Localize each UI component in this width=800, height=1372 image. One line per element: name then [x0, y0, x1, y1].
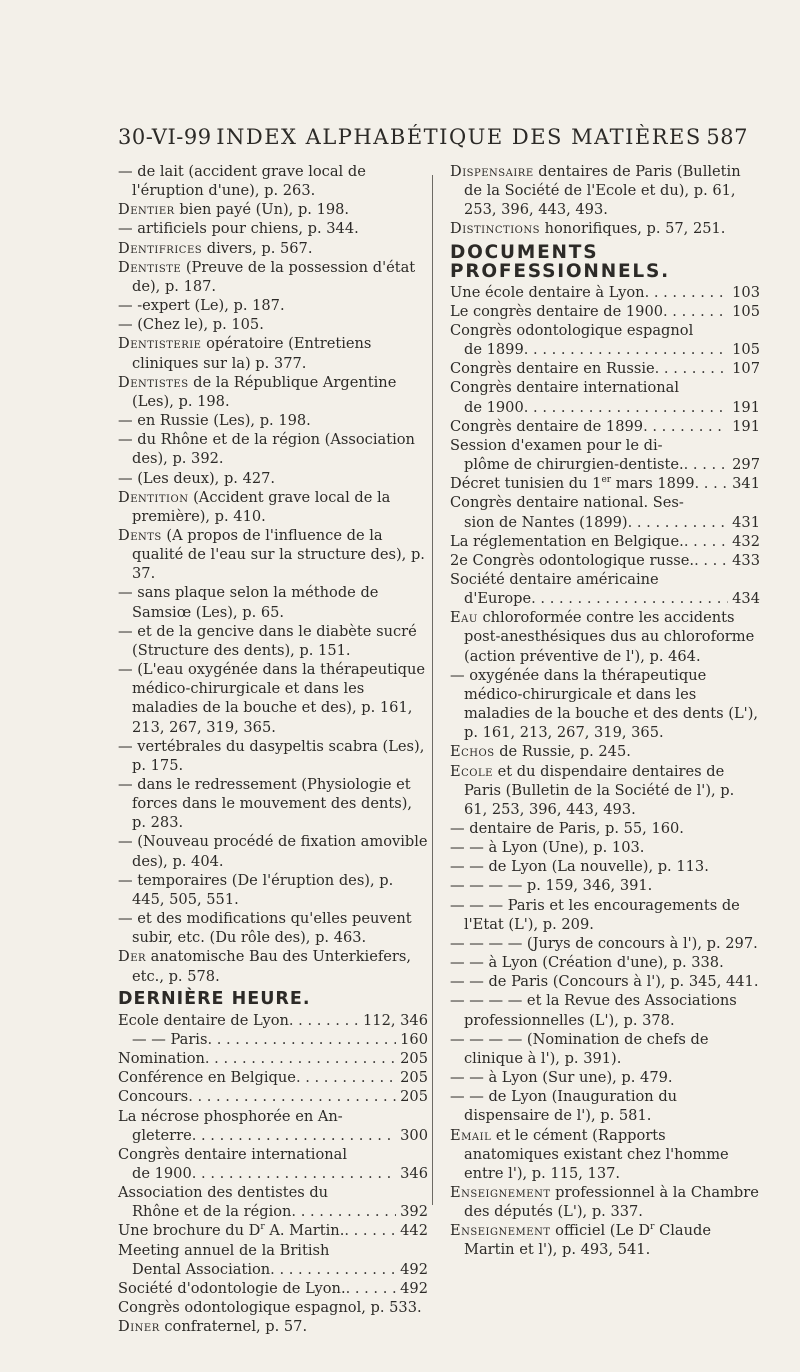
entry-head: Distinctions [450, 220, 540, 238]
entry-head: Echos [450, 743, 495, 761]
toc-row [118, 1202, 428, 1221]
page-number: 587 [706, 125, 748, 149]
left-column [118, 162, 428, 1336]
entry-text: anatomische Bau des Unterkiefers, etc., p. 578. [132, 948, 411, 985]
index-entry [450, 762, 760, 819]
index-entry: — — — Paris et les encouragements de l'Etat (L'), p. 209. [450, 896, 740, 933]
toc-text: Congrès dentaire national. Ses- [450, 494, 684, 512]
toc-row [450, 340, 760, 359]
toc-page: 107 [732, 360, 760, 378]
toc-page: 191 [732, 417, 760, 435]
leader-dots [207, 1030, 396, 1049]
leader-dots [684, 532, 728, 551]
toc-page: 492 [400, 1279, 428, 1297]
entry-text: bien payé (Un), p. 198. [174, 201, 350, 219]
superscript: r [650, 1222, 655, 1233]
toc-row [118, 1087, 428, 1106]
toc-page: 442 [400, 1222, 428, 1240]
entry-text: Claude Martin et l'), p. 493, 541. [464, 1222, 711, 1259]
toc-page: 297 [732, 456, 760, 474]
index-entry [118, 488, 428, 526]
toc-page: 205 [400, 1088, 428, 1106]
index-entry [450, 1221, 760, 1259]
index-entry: — dans le redressement (Physiologie et forces dans le mouvement des dents), p. 283. [118, 776, 413, 832]
entry-head: Dentier [118, 201, 175, 219]
toc-text [118, 1221, 344, 1240]
entry-head: Enseignement [450, 1183, 551, 1201]
toc-text: plôme de chirurgien-dentiste. [464, 456, 684, 474]
toc-row [118, 1260, 428, 1279]
entry-head: Dentisterie [118, 335, 202, 353]
toc-text: — — Paris [132, 1030, 208, 1048]
index-entry [118, 1317, 428, 1336]
toc-page: 160 [400, 1030, 428, 1048]
entry-text: honorifiques, p. 57, 251. [539, 220, 726, 238]
entry-head: Dentistes [118, 373, 189, 391]
leader-dots [192, 1164, 396, 1183]
toc-text: Dental Association [132, 1260, 271, 1278]
leader-dots [289, 1011, 359, 1030]
toc-text: Concours [118, 1088, 189, 1106]
index-entry: — (Les deux), p. 427. [118, 469, 276, 487]
right-column [450, 162, 760, 1260]
entry-head: Ecole [450, 762, 493, 780]
index-entry: — et de la gencive dans le diabète sucré (Structure des dents), p. 151. [118, 622, 417, 659]
leader-dots [531, 589, 728, 608]
toc-page: 434 [732, 590, 760, 608]
index-entry: — — à Lyon (Sur une), p. 479. [450, 1069, 673, 1087]
leader-dots [695, 474, 729, 493]
toc-page: 103 [732, 283, 760, 301]
toc-row [450, 513, 760, 532]
index-entry: — — de Lyon (Inauguration du dispensaire de l'), p. 581. [450, 1088, 678, 1125]
index-entry: — et des modifications qu'elles peuvent subir, etc. (Du rôle des), p. 463. [118, 910, 412, 947]
index-entry: — — — — (Jurys de concours à l'), p. 297. [450, 934, 758, 952]
entry-text: professionnel à la Chambre des députés (L'), p. 337. [464, 1183, 759, 1221]
leader-dots [524, 398, 728, 417]
toc-text: Société d'odontologie de Lyon. [118, 1279, 346, 1297]
toc-page: 431 [732, 513, 760, 531]
index-entry: — -expert (Le), p. 187. [118, 297, 285, 315]
toc-page: 300 [400, 1126, 428, 1144]
index-entry: — de lait (accident grave local de l'éruption d'une), p. 263. [118, 163, 366, 200]
index-entry [118, 258, 428, 296]
leader-dots [296, 1068, 396, 1087]
leader-dots [344, 1221, 396, 1240]
toc-text: 2e Congrès odontologique russe. [450, 551, 695, 569]
toc-row [450, 532, 760, 551]
index-entry: — du Rhône et de la région (Association des), p. 392. [118, 431, 415, 468]
index-entry [118, 200, 428, 219]
header-title: INDEX ALPHABÉTIQUE DES MATIÈRES [216, 125, 702, 149]
page-header [118, 125, 748, 149]
leader-dots [645, 283, 729, 302]
entry-text: divers, p. 567. [202, 239, 313, 257]
toc-text: Conférence en Belgique [118, 1069, 296, 1087]
toc-text: Congrès dentaire international [118, 1145, 348, 1163]
leader-dots [291, 1202, 396, 1221]
entry-text: (Accident grave local de la première), p. 410. [132, 488, 391, 525]
entry-head: Eau [450, 609, 478, 627]
toc-text: Meeting annuel de la British [118, 1241, 330, 1259]
toc-page: 392 [400, 1203, 428, 1221]
toc-page: 492 [400, 1260, 428, 1278]
entry-head: Enseignement [450, 1222, 551, 1240]
entry-head: Diner [118, 1318, 160, 1336]
index-entry: — oxygénée dans la thérapeutique médico-chirurgicale et dans les maladies de la bouche et des dents (L'), p. 161, 213, 267, 319, 365. [450, 666, 759, 742]
leader-dots [346, 1279, 397, 1298]
index-entry [450, 162, 760, 219]
toc-text: Le congrès dentaire de 1900 [450, 302, 664, 320]
leader-dots [192, 1126, 396, 1145]
index-entry [118, 947, 428, 985]
entry-head: Dispensaire [450, 163, 534, 180]
toc-text-part: Décret tunisien du 1 [450, 475, 602, 493]
leader-dots [684, 455, 729, 474]
toc-row [450, 455, 760, 474]
leader-dots [663, 302, 728, 321]
toc-page: 105 [732, 302, 760, 320]
entry-text: opératoire (Entretiens cliniques sur la) p. 377. [132, 335, 372, 372]
toc-row [450, 359, 760, 378]
entry-text: confraternel, p. 57. [159, 1318, 308, 1336]
toc-text [450, 474, 695, 493]
entry-head: Der [118, 948, 147, 966]
leader-dots [628, 513, 729, 532]
index-entry: — — de Paris (Concours à l'), p. 345, 441. [450, 973, 759, 991]
toc-row [450, 589, 760, 608]
toc-row [118, 1221, 428, 1240]
toc-text: de 1899 [464, 341, 524, 359]
index-entry: — (L'eau oxygénée dans la thérapeutique médico-chirurgicale et dans les maladies de la bouche et des), p. 161, 213, 267, 319, 365. [118, 661, 425, 736]
leader-dots [524, 340, 728, 359]
toc-page: 346 [400, 1164, 428, 1182]
index-entry: Congrès odontologique espagnol, p. 533. [118, 1299, 422, 1317]
toc-text-part: Une brochure du D [118, 1222, 261, 1240]
entry-text: (Preuve de la possession d'état de), p. 187. [132, 258, 416, 295]
section-heading: DERNIÈRE HEURE. [118, 988, 311, 1009]
entry-head: Email [450, 1126, 492, 1144]
index-entry: — en Russie (Les), p. 198. [118, 412, 311, 430]
toc-page: 105 [732, 341, 760, 359]
toc-page: 205 [400, 1069, 428, 1087]
index-entry [450, 742, 760, 761]
leader-dots [188, 1087, 396, 1106]
toc-row [450, 551, 760, 570]
index-entry: — — — — (Nomination de chefs de clinique à l'), p. 391). [450, 1030, 709, 1067]
leader-dots [694, 551, 728, 570]
entry-head: Dentifrices [118, 239, 203, 257]
index-entry: — (Chez le), p. 105. [118, 316, 264, 334]
index-entry [450, 608, 760, 665]
toc-text: La réglementation en Belgique. [450, 532, 684, 550]
leader-dots [205, 1049, 396, 1068]
leader-dots [643, 417, 728, 436]
toc-row [118, 1049, 428, 1068]
index-entry [450, 219, 760, 238]
index-entry: — vertébrales du dasypeltis scabra (Les), p. 175. [118, 737, 425, 774]
index-entry [118, 239, 428, 258]
index-entry [118, 373, 428, 411]
entry-text: officiel (Le D [550, 1222, 651, 1240]
header-date: 30-VI-99 [118, 125, 212, 149]
toc-page: 433 [732, 551, 760, 569]
toc-text: sion de Nantes (1899) [464, 513, 628, 531]
entry-text: et du dispendaire dentaires de Paris (Bulletin de la Société de l'), p. 61, 253, 396, 443, 493. [464, 762, 735, 818]
toc-text: de 1900 [464, 398, 524, 416]
toc-page: 112, 346 [363, 1011, 428, 1029]
index-entry: — — de Lyon (La nouvelle), p. 113. [450, 858, 709, 876]
entry-text: chloroformée contre les accidents post-anesthésiques dus au chloroforme (action préventive de l'), p. 464. [464, 609, 755, 665]
entry-text: (A propos de l'influence de la qualité de l'eau sur la structure des), p. 37. [132, 526, 425, 583]
leader-dots [270, 1260, 396, 1279]
entry-text: de Russie, p. 245. [494, 743, 631, 761]
toc-text: Congrès dentaire international [450, 379, 680, 397]
toc-text: de 1900 [132, 1164, 192, 1182]
index-entry: — — — — et la Revue des Associations professionnelles (L'), p. 378. [450, 992, 737, 1029]
leader-dots [655, 359, 729, 378]
toc-row [118, 1126, 428, 1145]
index-entry: — — à Lyon (Création d'une), p. 338. [450, 954, 724, 972]
toc-text: Une école dentaire à Lyon [450, 283, 645, 301]
toc-text-part: mars 1899 [611, 475, 695, 493]
toc-page: 205 [400, 1050, 428, 1068]
toc-row [450, 302, 760, 321]
toc-row [450, 283, 760, 302]
toc-page: 432 [732, 532, 760, 550]
superscript: er [601, 475, 612, 486]
toc-page: 341 [732, 475, 760, 493]
index-entry: — temporaires (De l'éruption des), p. 445, 505, 551. [118, 871, 394, 908]
index-entry: — — à Lyon (Une), p. 103. [450, 839, 645, 857]
toc-text: Société dentaire américaine [450, 570, 659, 588]
toc-text: Association des dentistes du [118, 1184, 329, 1202]
index-entry: — artificiels pour chiens, p. 344. [118, 220, 359, 238]
toc-text-part: A. Martin. [264, 1222, 345, 1240]
index-entry: — sans plaque selon la méthode de Samsiœ (Les), p. 65. [118, 584, 379, 621]
entry-text: de la République Argentine (Les), p. 198. [132, 373, 397, 410]
entry-head: Dentiste [118, 258, 182, 276]
toc-text: La nécrose phosphorée en An- [118, 1107, 343, 1125]
toc-row [118, 1011, 428, 1030]
toc-text: Nomination [118, 1050, 205, 1068]
entry-text: dentaires de Paris (Bulletin de la Société de l'Ecole et du), p. 61, 253, 396, 443, 493. [464, 163, 741, 219]
entry-head: Dentition [118, 488, 189, 506]
entry-head: Dents [118, 526, 162, 544]
toc-row [118, 1279, 428, 1298]
index-entry [118, 334, 428, 372]
index-entry [118, 526, 428, 583]
toc-text: Congrès dentaire en Russie [450, 360, 655, 378]
index-entry: — — — — p. 159, 346, 391. [450, 877, 653, 895]
toc-row [450, 398, 760, 417]
entry-text: et le cément (Rapports anatomiques existant chez l'homme entre l'), p. 115, 137. [464, 1126, 729, 1182]
column-divider [432, 175, 433, 1205]
toc-text: Session d'examen pour le di- [450, 436, 663, 454]
index-entry: — dentaire de Paris, p. 55, 160. [450, 820, 684, 837]
superscript: r [260, 1222, 265, 1233]
toc-row [118, 1068, 428, 1087]
index-entry: — (Nouveau procédé de fixation amovible des), p. 404. [118, 833, 428, 870]
toc-row [450, 417, 760, 436]
toc-row [450, 474, 760, 493]
toc-row [118, 1164, 428, 1183]
toc-text: gleterre [132, 1126, 192, 1144]
toc-page: 191 [732, 398, 760, 416]
section-heading: DOCUMENTS PROFESSIONNELS. [450, 241, 670, 282]
index-entry [450, 1183, 760, 1221]
toc-text: d'Europe [464, 590, 532, 608]
toc-text: Ecole dentaire de Lyon [118, 1011, 289, 1029]
toc-row [118, 1030, 428, 1049]
toc-text: Congrès dentaire de 1899 [450, 417, 644, 435]
index-entry [450, 1126, 760, 1183]
toc-text: Congrès odontologique espagnol [450, 321, 694, 339]
toc-text: Rhône et de la région [132, 1203, 292, 1221]
